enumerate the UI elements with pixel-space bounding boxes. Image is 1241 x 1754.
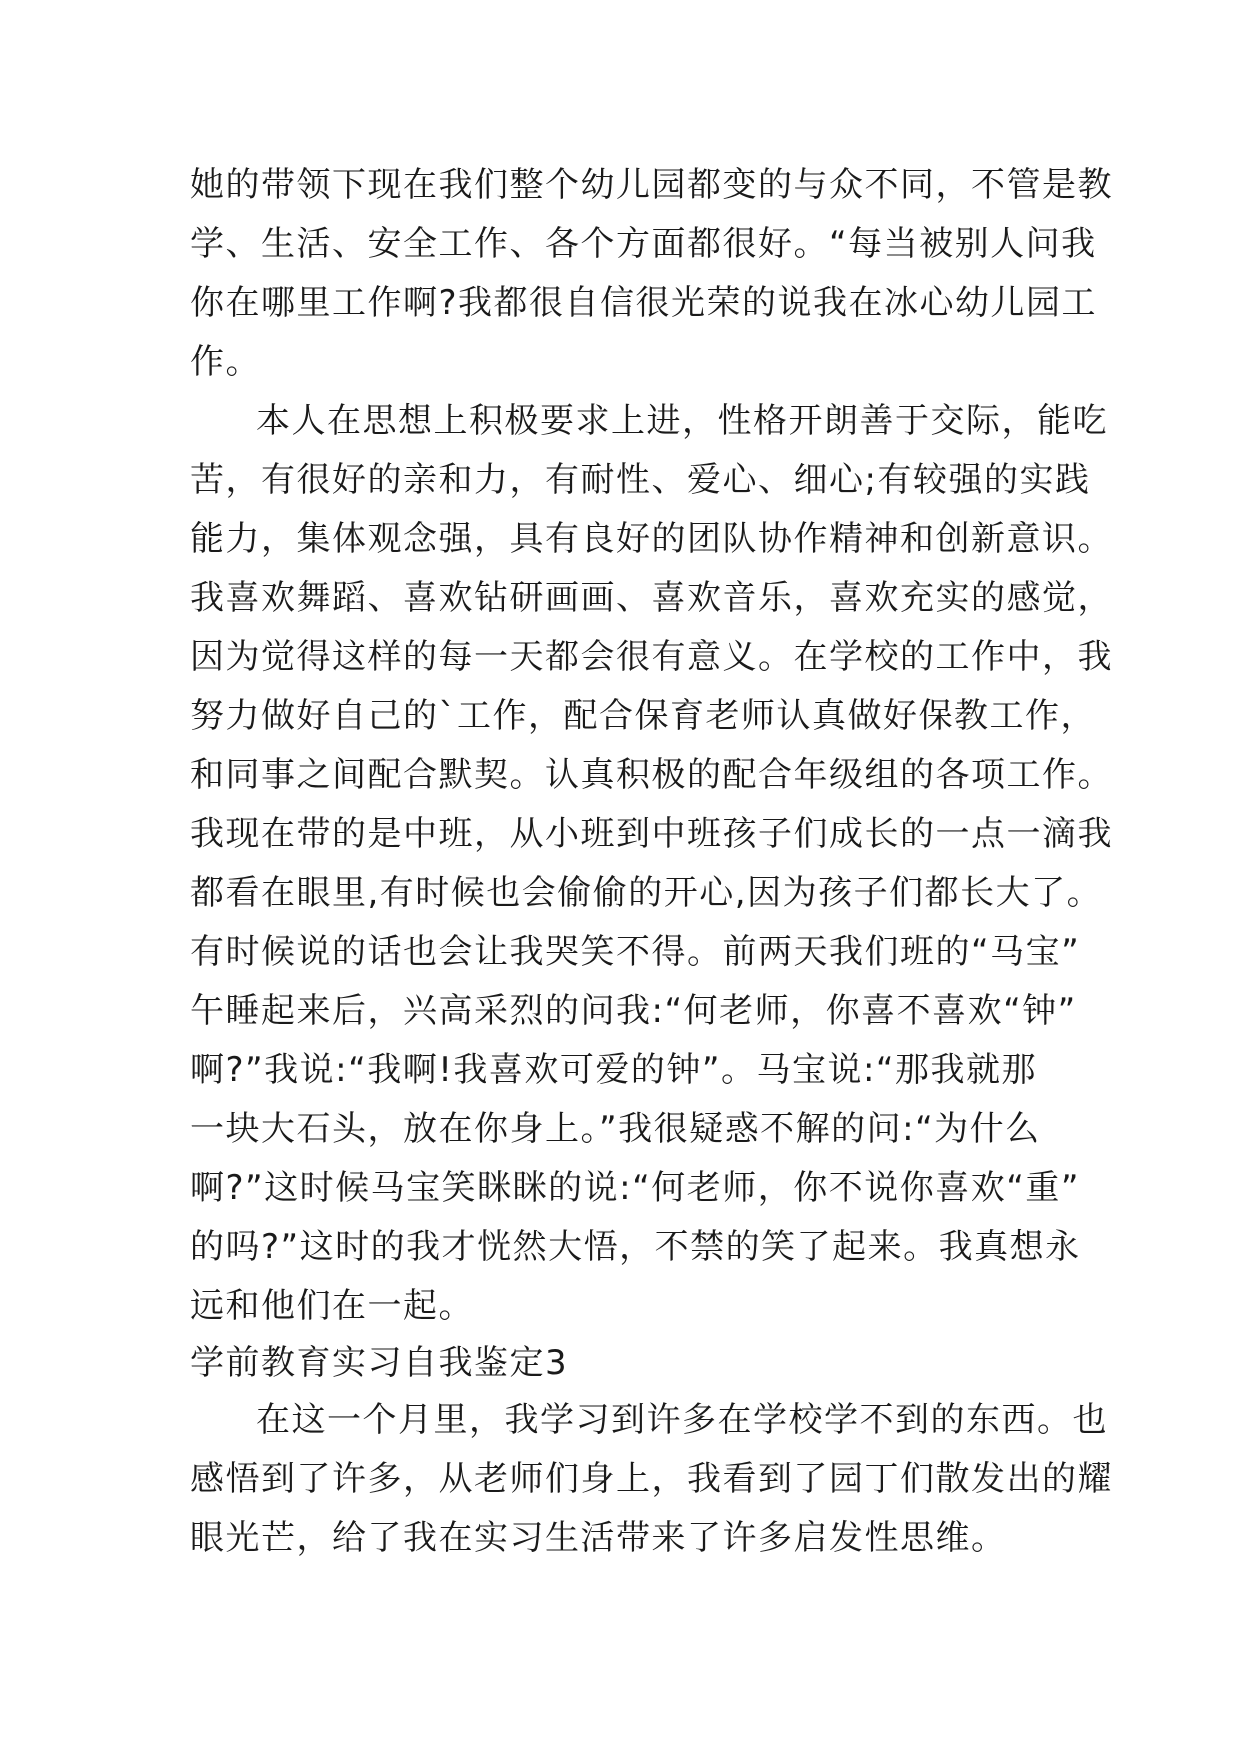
text-line: 她的带领下现在我们整个幼儿园都变的与众不同，不管是教 bbox=[190, 165, 1113, 205]
text-line: 的吗?”这时的我才恍然大悟，不禁的笑了起来。我真想永 bbox=[190, 1227, 1081, 1267]
text-line: 一块大石头，放在你身上。”我很疑惑不解的问:“为什么 bbox=[190, 1109, 1041, 1149]
text-line: 远和他们在一起。 bbox=[190, 1286, 474, 1326]
text-line: 我喜欢舞蹈、喜欢钻研画画、喜欢音乐，喜欢充实的感觉， bbox=[190, 578, 1113, 618]
text-line: 都看在眼里,有时候也会偷偷的开心,因为孩子们都长大了。 bbox=[190, 873, 1103, 913]
text-line: 啊?”我说:“我啊!我喜欢可爱的钟”。马宝说:“那我就那 bbox=[190, 1050, 1038, 1090]
text-line: 苦，有很好的亲和力，有耐性、爱心、细心;有较强的实践 bbox=[190, 460, 1091, 500]
text-line: 眼光芒，给了我在实习生活带来了许多启发性思维。 bbox=[190, 1518, 1007, 1558]
section-heading: 学前教育实习自我鉴定3 bbox=[190, 1343, 569, 1383]
paragraph-first-line: 在这一个月里，我学习到许多在学校学不到的东西。也 bbox=[256, 1400, 1108, 1440]
text-line: 和同事之间配合默契。认真积极的配合年级组的各项工作。 bbox=[190, 755, 1113, 795]
text-line: 午睡起来后，兴高采烈的问我:“何老师，你喜不喜欢“钟” bbox=[190, 991, 1077, 1031]
text-line: 努力做好自己的`工作，配合保育老师认真做好保教工作， bbox=[190, 696, 1096, 736]
text-line: 啊?”这时候马宝笑眯眯的说:“何老师，你不说你喜欢“重” bbox=[190, 1168, 1080, 1208]
paragraph-first-line: 本人在思想上积极要求上进，性格开朗善于交际，能吃 bbox=[256, 401, 1108, 441]
text-line: 能力，集体观念强，具有良好的团队协作精神和创新意识。 bbox=[190, 519, 1113, 559]
text-line: 你在哪里工作啊?我都很自信很光荣的说我在冰心幼儿园工 bbox=[190, 283, 1098, 323]
text-line: 我现在带的是中班，从小班到中班孩子们成长的一点一滴我 bbox=[190, 814, 1113, 854]
text-line: 感悟到了许多，从老师们身上，我看到了园丁们散发出的耀 bbox=[190, 1459, 1113, 1499]
text-line: 作。 bbox=[190, 342, 261, 382]
text-line: 有时候说的话也会让我哭笑不得。前两天我们班的“马宝” bbox=[190, 932, 1081, 972]
text-line: 学、生活、安全工作、各个方面都很好。“每当被别人问我 bbox=[190, 224, 1097, 264]
text-line: 因为觉得这样的每一天都会很有意义。在学校的工作中，我 bbox=[190, 637, 1113, 677]
